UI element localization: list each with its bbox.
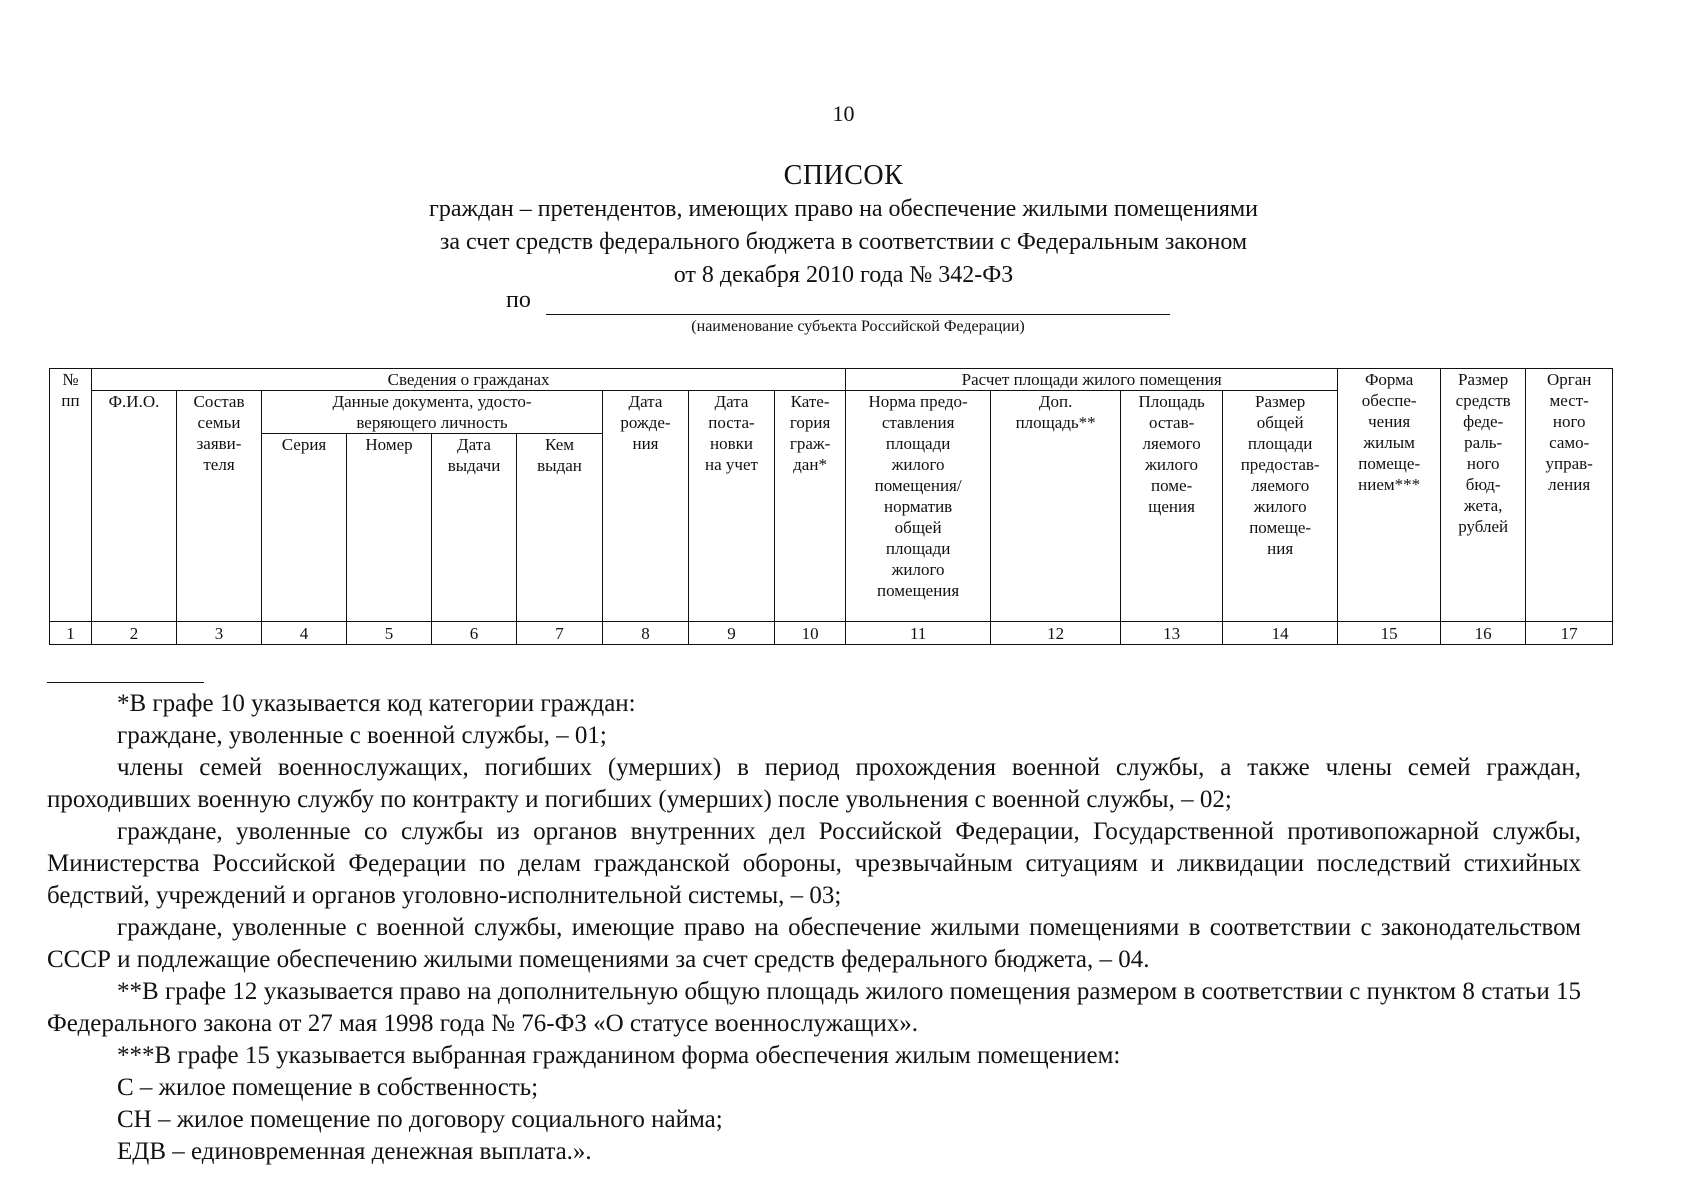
header-category: Кате- гория граж- дан* <box>775 391 846 622</box>
document-title: СПИСОК <box>783 160 904 191</box>
header-registration-date: Дата поста- новки на учет <box>689 391 775 622</box>
column-number: 8 <box>603 622 689 645</box>
header-id-document <box>262 391 603 434</box>
header-additional-area: Доп. площадь** <box>991 391 1121 622</box>
header-area-calculation: Расчет площади жилого помещения <box>846 369 1338 391</box>
document-subtitle <box>0 193 1687 292</box>
column-number: 13 <box>1121 622 1223 645</box>
header-remaining-area: Площадь остав- ляемого жилого поме- щения <box>1121 391 1223 622</box>
column-number: 12 <box>991 622 1121 645</box>
footnote-paragraph: ЕДВ – единовременная денежная выплата.». <box>117 1138 592 1165</box>
footnote-paragraph: граждане, уволенные с военной службы, – 01; <box>117 722 607 749</box>
subtitle-line: от 8 декабря 2010 года № 342-ФЗ <box>673 262 1014 288</box>
header-provision-form: Форма обеспе- чения жилым помеще- нием*** <box>1338 369 1441 622</box>
header-family-composition: Состав семьи заяви- теля <box>177 391 262 622</box>
footnote-paragraph: СН – жилое помещение по договору социального найма; <box>117 1106 723 1133</box>
subtitle-line: за счет средств федерального бюджета в соответствии с Федеральным законом <box>439 229 1248 255</box>
column-number: 1 <box>50 622 92 645</box>
page-number: 10 <box>832 101 855 126</box>
footnote-paragraph: граждане, уволенные с военной службы, имеющие право на обеспечение жилыми помещениями в соответствии с законодательством СССР и подлежащие обеспечению жилыми помещениями за счет средств федерального бюджета, – 04. <box>47 914 1581 973</box>
header-number: № пп <box>50 369 92 622</box>
header-area-norm: Норма предо- ставления площади жилого помещения/ норматив общей площади жилого помещения <box>846 391 991 622</box>
header-birth-date: Дата рожде- ния <box>603 391 689 622</box>
header-budget-amount: Размер средств феде- раль- ного бюд- жета, рублей <box>1441 369 1526 622</box>
footnote-paragraph: граждане, уволенные со службы из органов внутренних дел Российской Федерации, Государственной противопожарной службы, Министерства Российской Федерации по делам гражданской обороны, чрезвычайным ситуациям и ликвидации последствий стихийных бедствий, учреждений и органов уголовно-исполнительной системы, – 03; <box>47 818 1581 909</box>
footnote-paragraph: члены семей военнослужащих, погибших (умерших) в период прохождения военной службы, а также члены семей граждан, проходивших военную службу по контракту и погибших (умерших) после увольнения с военной службы, – 02; <box>47 754 1581 813</box>
subject-caption: (наименование субъекта Российской Федерации) <box>691 318 1025 335</box>
column-number: 5 <box>347 622 432 645</box>
header-series: Серия <box>262 434 347 622</box>
citizens-list-table <box>49 368 1613 645</box>
column-number: 17 <box>1526 622 1613 645</box>
header-id-document-line: Данные документа, удосто- <box>332 392 532 411</box>
header-doc-number: Номер <box>347 434 432 622</box>
column-number: 11 <box>846 622 991 645</box>
column-number: 7 <box>517 622 603 645</box>
column-number: 9 <box>689 622 775 645</box>
column-number: 2 <box>92 622 177 645</box>
footnote-paragraph: **В графе 12 указывается право на дополнительную общую площадь жилого помещения размером в соответствии с пунктом 8 статьи 15 Федерального закона от 27 мая 1998 года № 76-ФЗ «О статусе военнослужащих». <box>47 978 1581 1037</box>
footnote-paragraph: *В графе 10 указывается код категории граждан: <box>117 690 636 717</box>
column-number: 10 <box>775 622 846 645</box>
subject-blank-line <box>546 314 1170 315</box>
header-provided-area: Размер общей площади предостав- ляемого жилого помеще- ния <box>1223 391 1338 622</box>
footnote-paragraph: ***В графе 15 указывается выбранная гражданином форма обеспечения жилым помещением: <box>117 1042 1121 1069</box>
subtitle-line: граждан – претендентов, имеющих право на обеспечение жилыми помещениями <box>428 196 1258 222</box>
header-local-government: Орган мест- ного само- управ- ления <box>1526 369 1613 622</box>
header-issue-date: Дата выдачи <box>432 434 517 622</box>
footnote-separator <box>47 682 204 683</box>
column-number: 15 <box>1338 622 1441 645</box>
subject-label: по <box>506 287 531 313</box>
header-citizens-info: Сведения о гражданах <box>92 369 846 391</box>
header-full-name: Ф.И.О. <box>92 391 177 622</box>
footnotes <box>47 688 1581 1168</box>
header-id-document-line: веряющего личность <box>356 413 508 432</box>
column-number: 6 <box>432 622 517 645</box>
column-number: 14 <box>1223 622 1338 645</box>
column-number: 3 <box>177 622 262 645</box>
header-issued-by: Кем выдан <box>517 434 603 622</box>
footnote-paragraph: С – жилое помещение в собственность; <box>117 1074 539 1101</box>
column-number: 16 <box>1441 622 1526 645</box>
column-number: 4 <box>262 622 347 645</box>
